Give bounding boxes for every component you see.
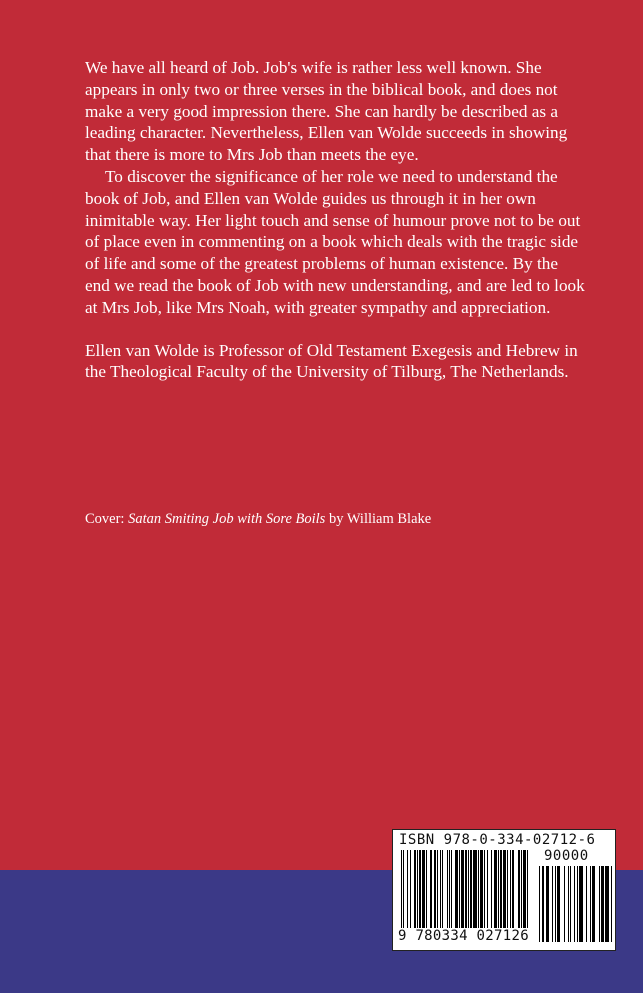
barcode-bar: [494, 850, 496, 928]
barcode-bar: [521, 850, 522, 928]
barcode-bar: [599, 866, 600, 942]
barcode-bar: [480, 850, 483, 928]
barcode-bar: [434, 850, 436, 928]
barcode-bar: [401, 850, 402, 928]
barcode-bar: [419, 850, 421, 928]
isbn-number: ISBN 978-0-334-02712-6: [399, 832, 596, 848]
barcode-bar: [473, 850, 476, 928]
barcode-bar: [568, 866, 569, 942]
barcode-bar: [465, 850, 467, 928]
author-bio: Ellen van Wolde is Professor of Old Testament Exegesis and Hebrew in the Theological Faculty of the University of Tilburg, The Netherlands.: [85, 340, 578, 382]
barcode-bar: [577, 866, 578, 942]
addon-barcode-bars: [539, 866, 609, 942]
barcode-bar: [590, 866, 591, 942]
barcode-bar: [592, 866, 595, 942]
barcode-bar: [498, 850, 499, 928]
blurb-paragraph-2: To discover the significance of her role we need to understand the book of Job, and Ellen van Wolde guides us through it in her own inimitable way. Her light touch and sense of humour prove not to be out of place even in commenting on a book which deals with the tragic side of life and some of the greatest problems of human existence. By the end we read the book of Job with new understanding, and are led to look at Mrs Job, like Mrs Noah, with greater sympathy and appreciation.: [85, 166, 585, 317]
barcode-bar: [491, 850, 492, 928]
barcode-bar: [440, 850, 441, 928]
barcode-bar: [449, 850, 450, 928]
barcode-bar: [507, 850, 508, 928]
barcode-bar: [470, 850, 472, 928]
barcode-bar: [542, 866, 545, 942]
ean-barcode-bars: [401, 850, 531, 928]
blurb-text: [85, 57, 585, 383]
barcode-bar: [484, 850, 485, 928]
barcode-bar: [417, 850, 418, 928]
cover-credit: [85, 510, 605, 528]
barcode-bar: [403, 850, 404, 928]
isbn-barcode: [392, 829, 616, 951]
credit-prefix: Cover:: [85, 511, 129, 527]
barcode-bar: [414, 850, 416, 928]
barcode-bar: [487, 850, 488, 928]
barcode-bar: [557, 866, 560, 942]
barcode-bar: [555, 866, 556, 942]
barcode-bar: [500, 850, 502, 928]
barcode-bar: [461, 850, 464, 928]
barcode-bar: [510, 850, 511, 928]
artwork-title: Satan Smiting Job with Sore Boils: [128, 511, 326, 527]
barcode-bar: [426, 850, 427, 928]
barcode-bar: [447, 850, 448, 928]
barcode-bar: [459, 850, 460, 928]
barcode-bar: [468, 850, 469, 928]
barcode-bar: [527, 850, 528, 928]
barcode-bar: [564, 866, 565, 942]
barcode-bar: [539, 866, 540, 942]
barcode-bar: [523, 850, 526, 928]
barcode-bar: [437, 850, 438, 928]
barcode-bar: [611, 866, 612, 942]
barcode-bar: [552, 866, 553, 942]
barcode-bar: [422, 850, 425, 928]
barcode-bar: [570, 866, 571, 942]
barcode-bar: [442, 850, 443, 928]
blurb-paragraph-1: We have all heard of Job. Job's wife is rather less well known. She appears in only two or three verses in the biblical book, and does not make a very good impression there. She can hardly be described as a leading character. Nevertheless, Ellen van Wolde succeeds in showing that there is more to Mrs Job than meets the eye.: [85, 58, 568, 165]
barcode-bar: [410, 850, 411, 928]
barcode-bar: [478, 850, 479, 928]
barcode-bar: [455, 850, 458, 928]
barcode-bar: [451, 850, 452, 928]
barcode-bar: [605, 866, 609, 942]
barcode-bar: [601, 866, 604, 942]
ean-digits: 9 780334 027126: [398, 928, 529, 944]
barcode-bar: [546, 866, 550, 942]
price-addon-code: 90000: [544, 848, 589, 864]
barcode-bar: [430, 850, 432, 928]
barcode-bar: [574, 866, 575, 942]
barcode-bar: [586, 866, 587, 942]
credit-suffix: by William Blake: [325, 511, 432, 527]
barcode-bar: [503, 850, 506, 928]
barcode-bar: [407, 850, 408, 928]
barcode-bar: [512, 850, 514, 928]
barcode-bar: [518, 850, 520, 928]
barcode-bar: [579, 866, 583, 942]
